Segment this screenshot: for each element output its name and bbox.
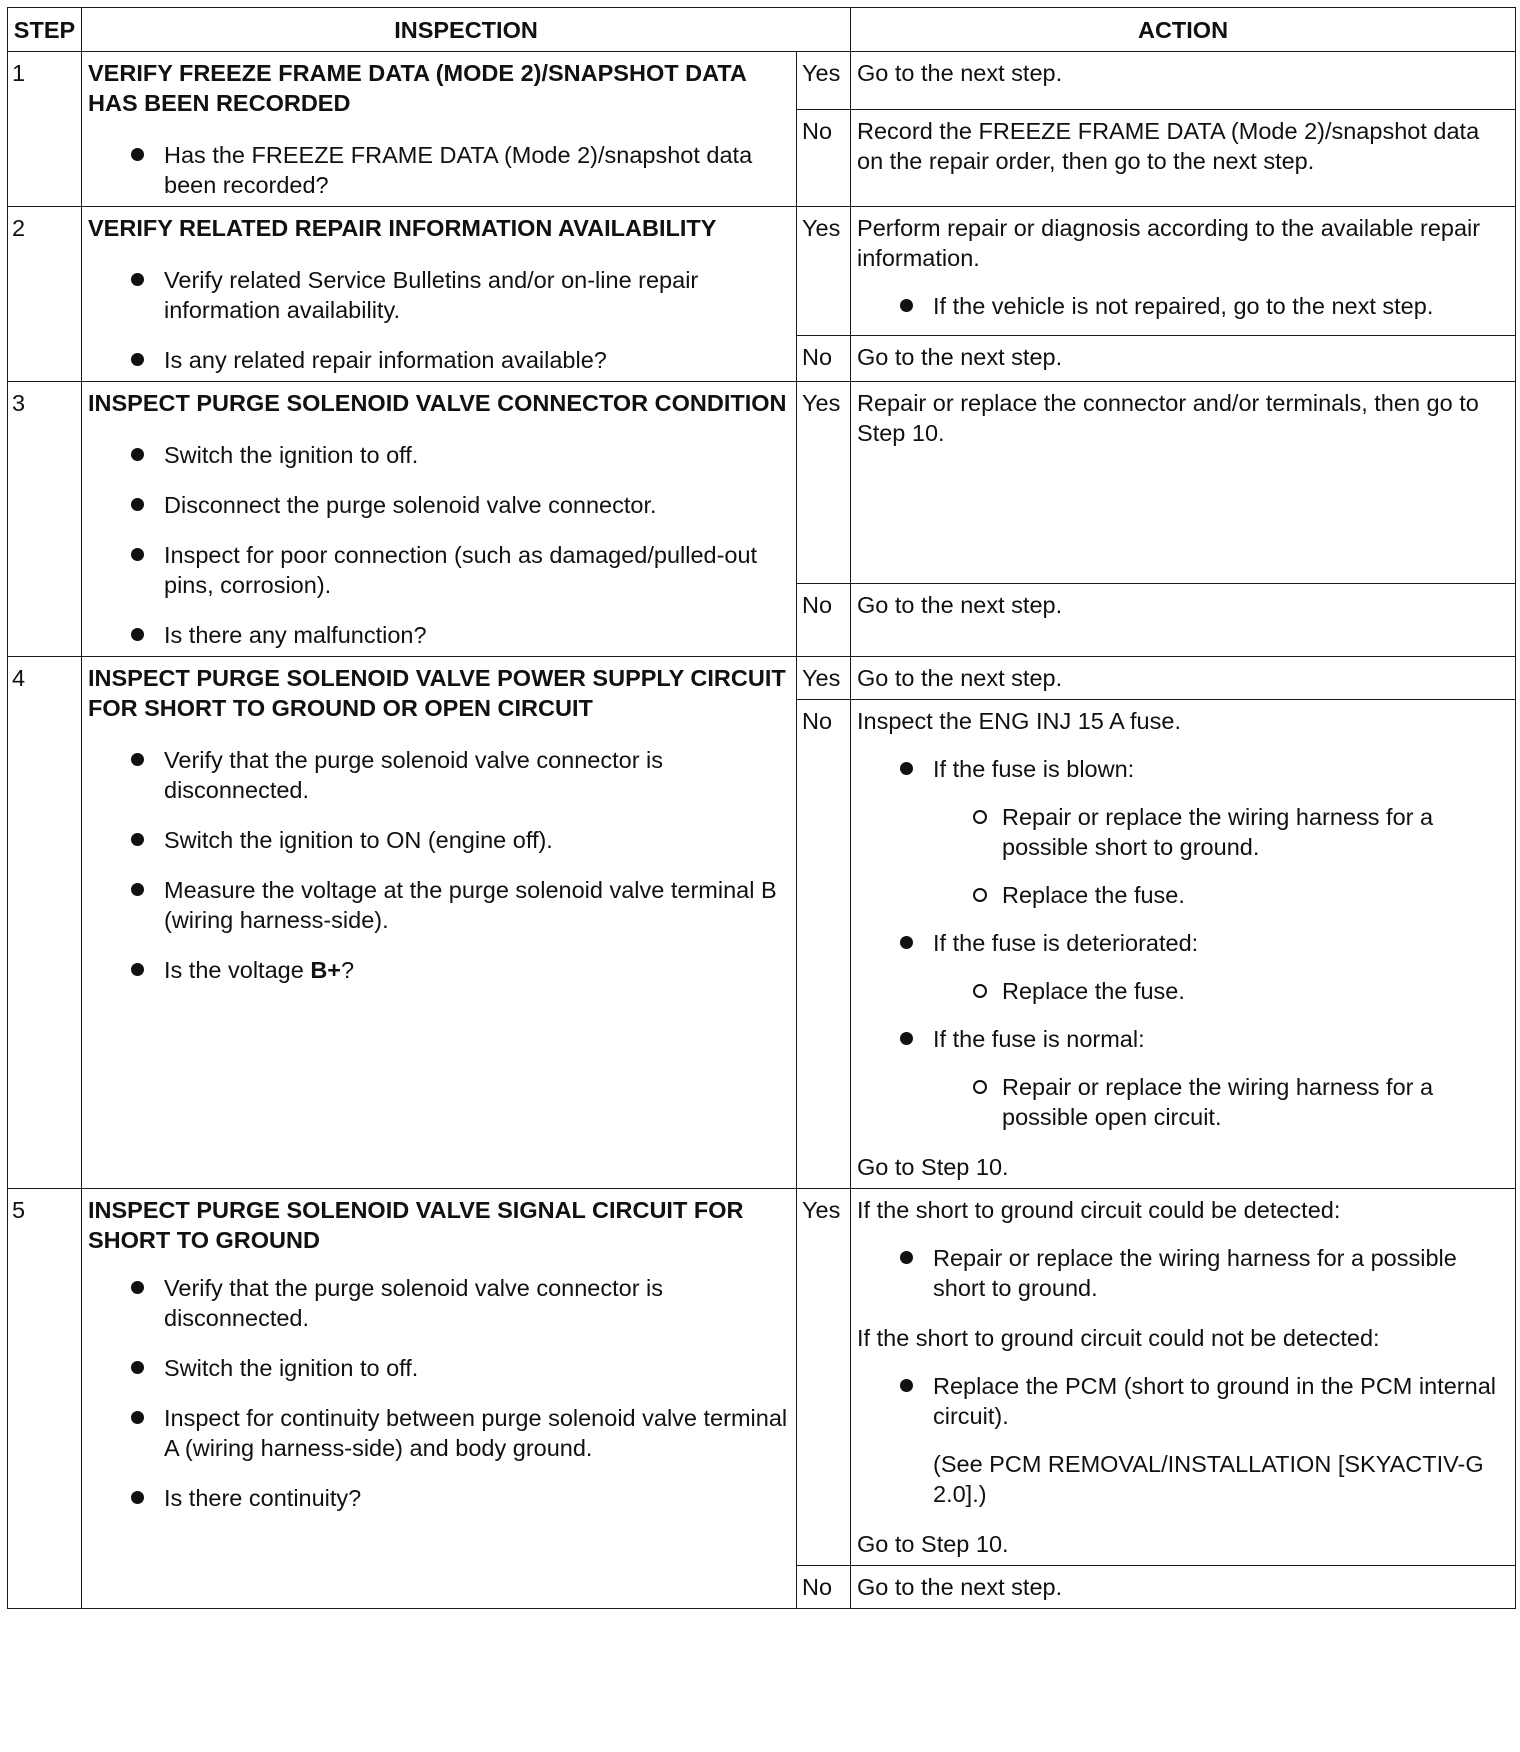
action-bullets (857, 291, 1508, 321)
bullet-item: Inspect for poor connection (such as damaged/pulled-out pins, corrosion). (88, 540, 789, 600)
step-3-yes-action: Repair or replace the connector and/or terminals, then go to Step 10. (851, 382, 1516, 584)
bullet-item: Verify related Service Bulletins and/or on-line repair information availability. (88, 265, 789, 325)
sub-bullets (933, 1072, 1508, 1132)
step-5-inspection (82, 1189, 797, 1609)
bullet-item: Verify that the purge solenoid valve connector is disconnected. (88, 1273, 789, 1333)
step-3-yes-label: Yes (797, 382, 851, 584)
step-2-inspection (82, 207, 797, 382)
sub-bullet-item: Replace the fuse. (933, 880, 1508, 910)
bullet-item (857, 928, 1508, 1006)
step-4-title: INSPECT PURGE SOLENOID VALVE POWER SUPPLY CIRCUIT FOR SHORT TO GROUND OR OPEN CIRCUIT (88, 665, 786, 721)
step-3-inspection (82, 382, 797, 657)
bullet-item (88, 955, 789, 985)
bullet-item: Switch the ignition to ON (engine off). (88, 825, 789, 855)
step-2-yes-row (8, 207, 1516, 336)
step-5-yes-label: Yes (797, 1189, 851, 1566)
bullet-item (857, 1024, 1508, 1132)
header-action: ACTION (851, 8, 1516, 52)
step-5-yes-action (851, 1189, 1516, 1566)
step-1-yes-label: Yes (797, 52, 851, 110)
step-4-yes-row (8, 657, 1516, 700)
step-2-no-label: No (797, 336, 851, 382)
step-1-inspection (82, 52, 797, 207)
bullet-item: Measure the voltage at the purge solenoid valve terminal B (wiring harness-side). (88, 875, 789, 935)
step-1-bullets (88, 140, 789, 200)
action-text: If the short to ground circuit could not be detected: (857, 1325, 1380, 1351)
reference-note: (See PCM REMOVAL/INSTALLATION [SKYACTIV-G 2.0].) (933, 1451, 1484, 1507)
step-1-number: 1 (8, 52, 82, 207)
step-5-title: INSPECT PURGE SOLENOID VALVE SIGNAL CIRCUIT FOR SHORT TO GROUND (88, 1197, 744, 1253)
step-3-no-label: No (797, 584, 851, 657)
document-page (7, 7, 1515, 1609)
bullet-text: Replace the PCM (short to ground in the PCM internal circuit). (933, 1373, 1496, 1429)
step-1-no-action: Record the FREEZE FRAME DATA (Mode 2)/snapshot data on the repair order, then go to the next step. (851, 110, 1516, 207)
bullet-item: Is there continuity? (88, 1483, 789, 1513)
step-5-number: 5 (8, 1189, 82, 1609)
step-3-title: INSPECT PURGE SOLENOID VALVE CONNECTOR CONDITION (88, 390, 787, 416)
bullet-text-suffix: ? (341, 957, 355, 983)
bullet-item: Verify that the purge solenoid valve connector is disconnected. (88, 745, 789, 805)
sub-bullets (933, 802, 1508, 910)
bullet-item: Switch the ignition to off. (88, 440, 789, 470)
action-footer: Go to Step 10. (857, 1154, 1009, 1180)
header-row (8, 8, 1516, 52)
action-text: If the short to ground circuit could be detected: (857, 1197, 1341, 1223)
bullet-item (857, 754, 1508, 910)
sub-bullet-item: Replace the fuse. (933, 976, 1508, 1006)
bullet-text-bold: B+ (310, 957, 342, 983)
step-5-yes-row (8, 1189, 1516, 1566)
condition-text: If the fuse is normal: (933, 1026, 1145, 1052)
bullet-item: Repair or replace the wiring harness for a possible short to ground. (857, 1243, 1508, 1303)
bullet-item: Disconnect the purge solenoid valve connector. (88, 490, 789, 520)
action-bullets (857, 1371, 1508, 1509)
step-2-yes-action (851, 207, 1516, 336)
step-3-no-action: Go to the next step. (851, 584, 1516, 657)
step-5-no-action: Go to the next step. (851, 1566, 1516, 1609)
condition-text: If the fuse is deteriorated: (933, 930, 1199, 956)
step-3-yes-row (8, 382, 1516, 584)
step-1-yes-action: Go to the next step. (851, 52, 1516, 110)
step-5-no-label: No (797, 1566, 851, 1609)
action-text: Perform repair or diagnosis according to the available repair information. (857, 215, 1481, 271)
bullet-item: Is there any malfunction? (88, 620, 789, 650)
action-footer: Go to Step 10. (857, 1531, 1009, 1557)
sub-bullets (933, 976, 1508, 1006)
condition-text: If the fuse is blown: (933, 756, 1135, 782)
step-2-no-action: Go to the next step. (851, 336, 1516, 382)
step-1-title: VERIFY FREEZE FRAME DATA (MODE 2)/SNAPSHOT DATA HAS BEEN RECORDED (88, 60, 747, 116)
bullet-item: If the vehicle is not repaired, go to the next step. (857, 291, 1508, 321)
action-bullets (857, 754, 1508, 1132)
bullet-text-prefix: Is the voltage (164, 957, 311, 983)
bullet-item: Is any related repair information available? (88, 345, 789, 375)
step-3-bullets (88, 440, 789, 650)
step-4-yes-label: Yes (797, 657, 851, 700)
step-4-no-action (851, 700, 1516, 1189)
action-text: Inspect the ENG INJ 15 A fuse. (857, 708, 1181, 734)
step-1-no-label: No (797, 110, 851, 207)
step-4-bullets (88, 745, 789, 985)
step-4-no-label: No (797, 700, 851, 1189)
step-2-number: 2 (8, 207, 82, 382)
step-2-bullets (88, 265, 789, 375)
step-4-yes-action: Go to the next step. (851, 657, 1516, 700)
bullet-item: Inspect for continuity between purge solenoid valve terminal A (wiring harness-side) and body ground. (88, 1403, 789, 1463)
diagnostic-table (7, 7, 1516, 1609)
step-1-yes-row (8, 52, 1516, 110)
sub-bullet-item: Repair or replace the wiring harness for a possible open circuit. (933, 1072, 1508, 1132)
action-bullets (857, 1243, 1508, 1303)
step-2-title: VERIFY RELATED REPAIR INFORMATION AVAILABILITY (88, 215, 717, 241)
step-4-number: 4 (8, 657, 82, 1189)
bullet-item (857, 1371, 1508, 1509)
step-3-number: 3 (8, 382, 82, 657)
step-5-bullets (88, 1273, 789, 1513)
header-step: STEP (8, 8, 82, 52)
step-4-inspection (82, 657, 797, 1189)
bullet-item: Switch the ignition to off. (88, 1353, 789, 1383)
header-inspection: INSPECTION (82, 8, 851, 52)
bullet-item: Has the FREEZE FRAME DATA (Mode 2)/snapshot data been recorded? (88, 140, 789, 200)
step-2-yes-label: Yes (797, 207, 851, 336)
sub-bullet-item: Repair or replace the wiring harness for a possible short to ground. (933, 802, 1508, 862)
